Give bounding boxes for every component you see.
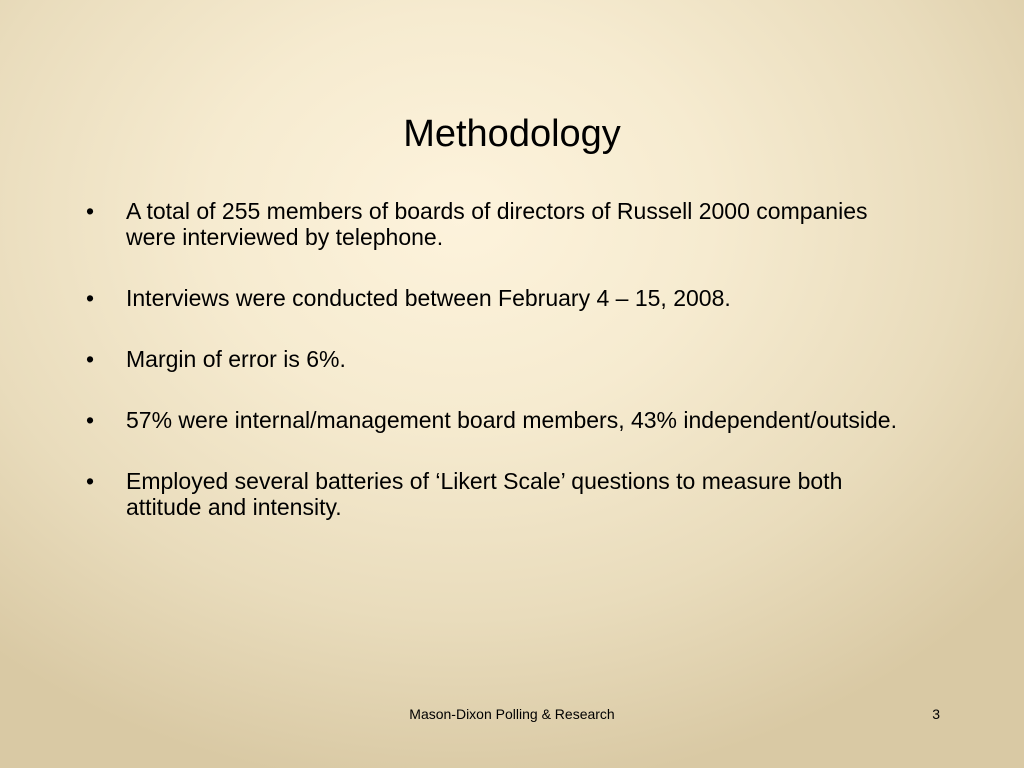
- bullet-item: [83, 346, 903, 372]
- bullet-list: [83, 198, 903, 555]
- bullet-text: Employed several batteries of ‘Likert Scale’ questions to measure both attitude and intensity.: [126, 468, 843, 520]
- page-number: 3: [932, 706, 940, 722]
- bullet-text: 57% were internal/management board members, 43% independent/outside.: [126, 407, 897, 433]
- bullet-text: A total of 255 members of boards of directors of Russell 2000 companies were interviewed by telephone.: [126, 198, 868, 250]
- bullet-text: Margin of error is 6%.: [126, 346, 346, 372]
- bullet-icon: •: [86, 468, 95, 494]
- bullet-icon: •: [86, 198, 95, 224]
- slide-title: Methodology: [403, 113, 621, 155]
- bullet-item: [83, 468, 903, 520]
- bullet-icon: •: [86, 407, 95, 433]
- bullet-item: [83, 285, 903, 311]
- bullet-icon: •: [86, 285, 95, 311]
- footer-text: Mason-Dixon Polling & Research: [409, 706, 615, 722]
- bullet-icon: •: [86, 346, 95, 372]
- bullet-text: Interviews were conducted between February 4 – 15, 2008.: [126, 285, 731, 311]
- bullet-item: [83, 407, 903, 433]
- bullet-item: [83, 198, 903, 250]
